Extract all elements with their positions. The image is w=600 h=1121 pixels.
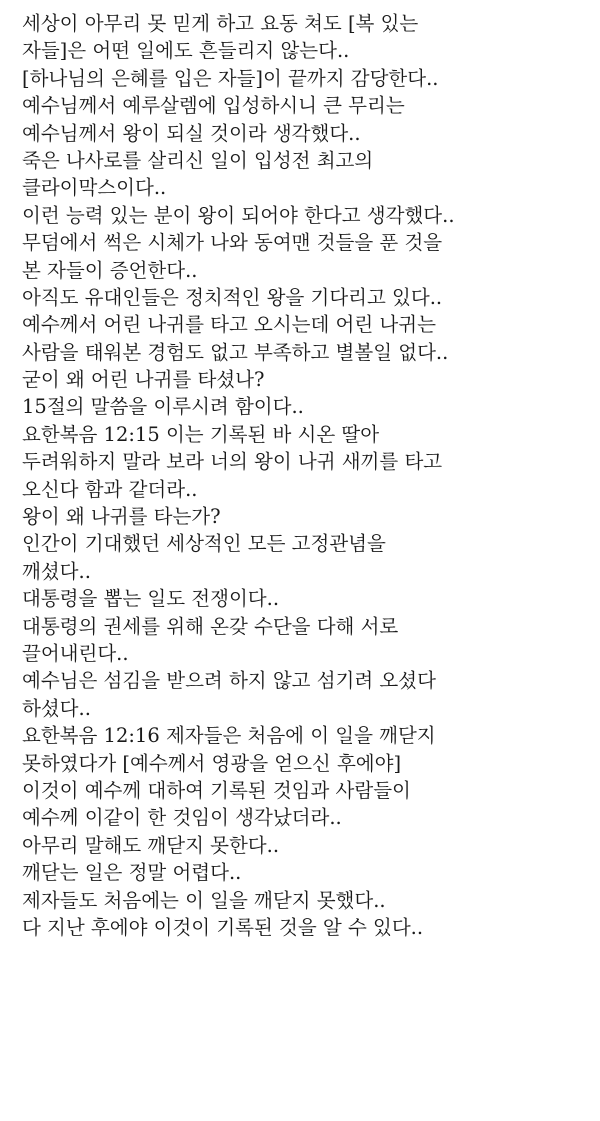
text-line: 15절의 말씀을 이루시려 함이다.. [22,395,304,419]
text-line: 요한복음 12:15 이는 기록된 바 시온 딸아 [22,422,380,446]
text-line: 요한복음 12:16 제자들은 처음에 이 일을 깨닫지 [22,724,436,748]
text-line: [하나님의 은혜를 입은 자들]이 끝까지 감당한다.. [22,66,439,90]
text-line: 아직도 유대인들은 정치적인 왕을 기다리고 있다.. [22,285,443,309]
text-line: 예수께 이같이 한 것임이 생각났더라.. [22,806,342,830]
text-line: 이런 능력 있는 분이 왕이 되어야 한다고 생각했다.. [22,203,455,227]
text-line: 제자들도 처음에는 이 일을 깨닫지 못했다.. [22,888,386,912]
text-line: 사람을 태워본 경험도 없고 부족하고 별볼일 없다.. [22,340,449,364]
text-line: 예수님은 섬김을 받으려 하지 않고 섬기려 오셨다 [22,669,436,693]
text-line: 못하였다가 [예수께서 영광을 얻으신 후에야] [22,751,402,775]
text-line: 두려워하지 말라 보라 너의 왕이 나귀 새끼를 타고 [22,450,443,474]
text-line: 이것이 예수께 대하여 기록된 것임과 사람들이 [22,778,411,802]
text-line: 대통령을 뽑는 일도 전쟁이다.. [22,587,280,611]
text-line: 아무리 말해도 깨닫지 못한다.. [22,833,280,857]
text-line: 대통령의 권세를 위해 온갖 수단을 다해 서로 [22,614,399,638]
text-line: 끌어내린다.. [22,641,129,665]
text-line: 오신다 함과 같더라.. [22,477,198,501]
text-line: 깨닫는 일은 정말 어렵다.. [22,861,242,885]
text-line: 왕이 왜 나귀를 타는가? [22,505,221,529]
text-line: 예수께서 어린 나귀를 타고 오시는데 어린 나귀는 [22,313,436,337]
text-line: 예수님께서 왕이 되실 것이라 생각했다.. [22,121,361,145]
text-line: 굳이 왜 어린 나귀를 타셨나? [22,368,265,392]
text-line: 세상이 아무리 못 믿게 하고 요동 쳐도 [복 있는 [22,12,419,35]
text-line: 예수님께서 예루살렘에 입성하시니 큰 무리는 [22,94,405,118]
text-line: 죽은 나사로를 살리신 일이 입성전 최고의 [22,148,374,172]
text-line: 하셨다.. [22,696,91,720]
text-line: 깨셨다.. [22,559,91,583]
text-lines [22,10,592,941]
text-line: 다 지난 후에야 이것이 기록된 것을 알 수 있다.. [22,915,424,939]
text-line: 자들]은 어떤 일에도 흔들리지 않는다.. [22,39,350,63]
text-line: 본 자들이 증언한다.. [22,258,198,282]
text-line: 무덤에서 썩은 시체가 나와 동여맨 것들을 푼 것을 [22,231,443,255]
text-line: 인간이 기대했던 세상적인 모든 고정관념을 [22,532,386,556]
text-line: 클라이막스이다.. [22,176,167,200]
